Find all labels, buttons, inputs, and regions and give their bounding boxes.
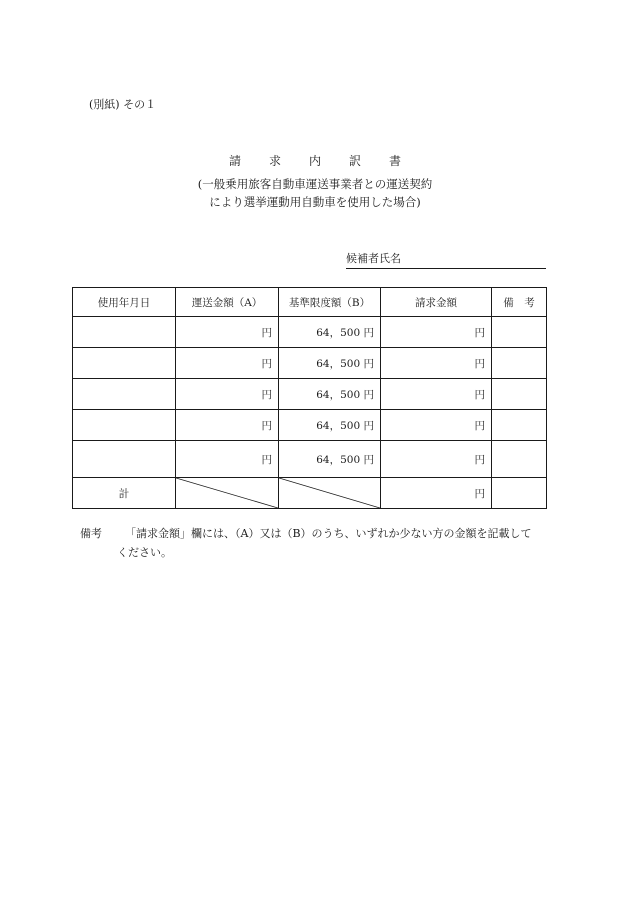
transport-cell[interactable]: 円 [176, 348, 279, 379]
table-row [73, 348, 547, 379]
page-label: (別紙) その１ [89, 98, 157, 111]
note-line-2: ください。 [117, 546, 172, 559]
limit-cell: 64，500 円 [279, 410, 381, 441]
table-row [73, 441, 547, 478]
date-cell[interactable] [73, 410, 176, 441]
claim-cell[interactable]: 円 [381, 348, 492, 379]
transport-cell[interactable]: 円 [176, 317, 279, 348]
date-cell[interactable] [73, 441, 176, 478]
limit-cell: 64，500 円 [279, 348, 381, 379]
title-char: 書 [389, 154, 402, 168]
header-date: 使用年月日 [73, 288, 176, 317]
claim-cell[interactable]: 円 [381, 379, 492, 410]
transport-cell[interactable]: 円 [176, 379, 279, 410]
header-remarks: 備 考 [492, 288, 547, 317]
total-remarks-cell[interactable] [492, 478, 547, 509]
breakdown-table [72, 287, 547, 509]
limit-cell: 64，500 円 [279, 317, 381, 348]
claim-cell[interactable]: 円 [381, 441, 492, 478]
remarks-cell[interactable] [492, 410, 547, 441]
title-char: 訳 [349, 154, 362, 168]
candidate-name-field[interactable] [346, 250, 546, 269]
note-text [117, 524, 557, 562]
subtitle-line-2: により選挙運動用自動車を使用した場合) [209, 195, 421, 209]
table-header-row [73, 288, 547, 317]
title-char: 内 [308, 154, 321, 168]
document-title [0, 152, 630, 169]
claim-cell[interactable]: 円 [381, 410, 492, 441]
total-claim-cell[interactable]: 円 [381, 478, 492, 509]
table-row [73, 410, 547, 441]
date-cell[interactable] [73, 317, 176, 348]
date-cell[interactable] [73, 379, 176, 410]
note-line-1: 「請求金額」欄には、（A）又は（B）のうち、いずれか少ない方の金額を記載して [125, 527, 532, 540]
diagonal-line-icon [279, 478, 380, 508]
diagonal-cell [279, 478, 381, 509]
diagonal-line-icon [176, 478, 278, 508]
remarks-cell[interactable] [492, 379, 547, 410]
candidate-name-label: 候補者氏名 [346, 252, 401, 265]
note-label: 備考 [80, 527, 102, 540]
table-row [73, 317, 547, 348]
title-char: 求 [268, 154, 281, 168]
header-claim-amount: 請求金額 [381, 288, 492, 317]
diagonal-cell [176, 478, 279, 509]
transport-cell[interactable]: 円 [176, 441, 279, 478]
header-limit-amount: 基準限度額（B） [279, 288, 381, 317]
claim-cell[interactable]: 円 [381, 317, 492, 348]
remarks-cell[interactable] [492, 348, 547, 379]
title-char: 請 [228, 154, 241, 168]
total-row [73, 478, 547, 509]
limit-cell: 64，500 円 [279, 441, 381, 478]
transport-cell[interactable]: 円 [176, 410, 279, 441]
table-row [73, 379, 547, 410]
date-cell[interactable] [73, 348, 176, 379]
subtitle-line-1: (一般乗用旅客自動車運送事業者との運送契約 [197, 177, 433, 191]
header-transport-amount: 運送金額（A） [176, 288, 279, 317]
total-label: 計 [73, 478, 176, 509]
limit-cell: 64，500 円 [279, 379, 381, 410]
remarks-cell[interactable] [492, 441, 547, 478]
remarks-cell[interactable] [492, 317, 547, 348]
